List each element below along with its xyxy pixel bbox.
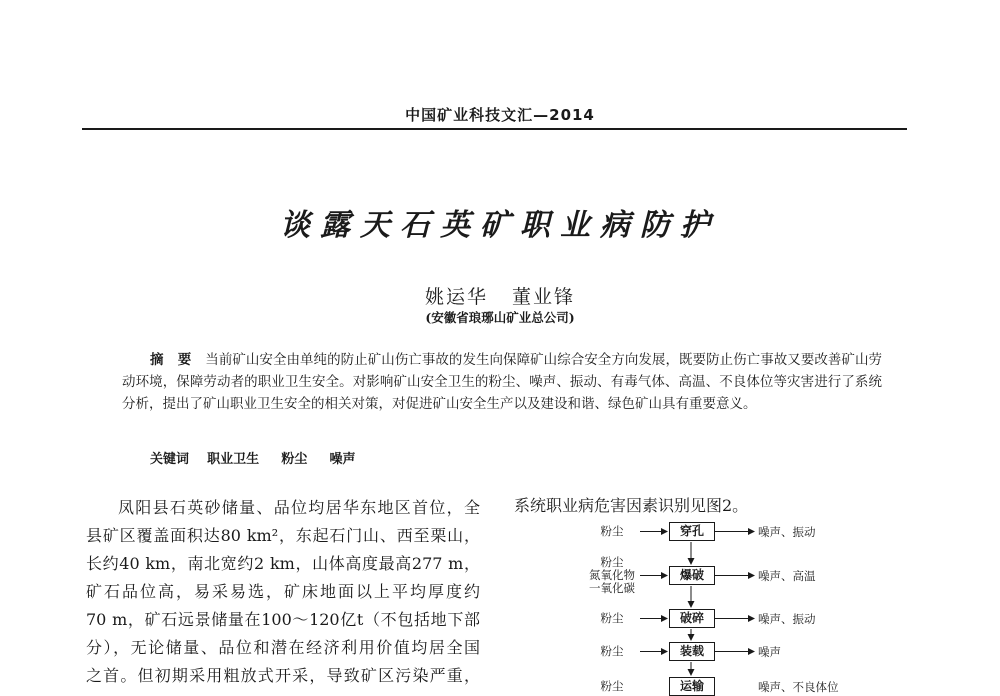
flow-step-box: 装载: [669, 642, 715, 661]
keyword: 噪声: [329, 452, 356, 467]
running-head: 中国矿业科技文汇—2014: [405, 106, 595, 124]
flow-left-hazard-line: 氮氧化物: [589, 568, 635, 582]
flow-step-box: 破碎: [669, 609, 715, 628]
keyword: 粉尘: [281, 452, 308, 467]
figure-reference-text: 系统职业病危害因素识别见图2。: [514, 496, 749, 515]
flow-right-hazard: 噪声、振动: [758, 611, 816, 626]
body-line: 长约40 km，南北宽约2 km，山体高度最高277 m，: [86, 554, 480, 573]
flow-step-box: 运输: [669, 677, 715, 696]
flow-right-hazard: 噪声、高温: [758, 568, 816, 583]
flow-left-hazard-line: 粉尘: [600, 679, 624, 693]
body-line: 分），无论储量、品位和潜在经济利用价值均居全国: [86, 638, 480, 657]
flow-right-hazard: 噪声: [758, 644, 781, 659]
flow-left-hazard-line: 一氧化碳: [589, 581, 635, 595]
body-line: 70 m，矿石远景储量在100～120亿t（不包括地下部: [86, 610, 480, 629]
body-line: 之首。但初期采用粗放式开采，导致矿区污染严重，: [86, 666, 480, 685]
abstract-text: 当前矿山安全由单纯的防止矿山伤亡事故的发生向保障矿山综合安全方向发展，既要防止伤亡事故又要改善矿山劳动环境，保障劳动者的职业卫生安全。对影响矿山安全卫生的粉尘、噪声、振动、有毒气体、高温、不良体位等灾害进行了系统分析，提出了矿山职业卫生安全的相关对策，对促进矿山安全生产以及建设和谐、绿色矿山具有重要意义。: [122, 352, 882, 412]
keywords-label: 关键词: [150, 452, 190, 467]
flow-right-hazard: 噪声、振动: [758, 524, 816, 539]
keyword: 职业卫生: [207, 452, 260, 467]
flow-left-hazard: [586, 556, 638, 595]
flow-left-hazard-line: 粉尘: [600, 611, 624, 625]
flow-step-box: 穿孔: [669, 522, 715, 541]
flow-right-hazard: 噪声、不良体位: [758, 679, 839, 694]
body-line: 县矿区覆盖面积达80 km²，东起石门山、西至栗山，: [86, 526, 480, 545]
body-line: 矿石品位高，易采易选，矿床地面以上平均厚度约: [86, 582, 480, 601]
authors: 姚运华 董业锋: [424, 286, 576, 308]
body-line: 凤阳县石英砂储量、品位均居华东地区首位，全: [118, 498, 480, 517]
paper-title: 谈露天石英矿职业病防护: [280, 208, 720, 243]
flow-step-box: 爆破: [669, 566, 715, 585]
affiliation: (安徽省琅琊山矿业总公司): [425, 310, 575, 325]
flow-left-hazard: [586, 525, 638, 538]
flow-left-hazard: [586, 645, 638, 658]
flow-left-hazard: [586, 612, 638, 625]
flow-left-hazard: [586, 680, 638, 693]
flow-left-hazard-line: 粉尘: [600, 555, 624, 569]
flow-left-hazard-line: 粉尘: [600, 524, 624, 538]
flow-left-hazard-line: 粉尘: [600, 644, 624, 658]
abstract-label: 摘 要: [150, 352, 192, 368]
